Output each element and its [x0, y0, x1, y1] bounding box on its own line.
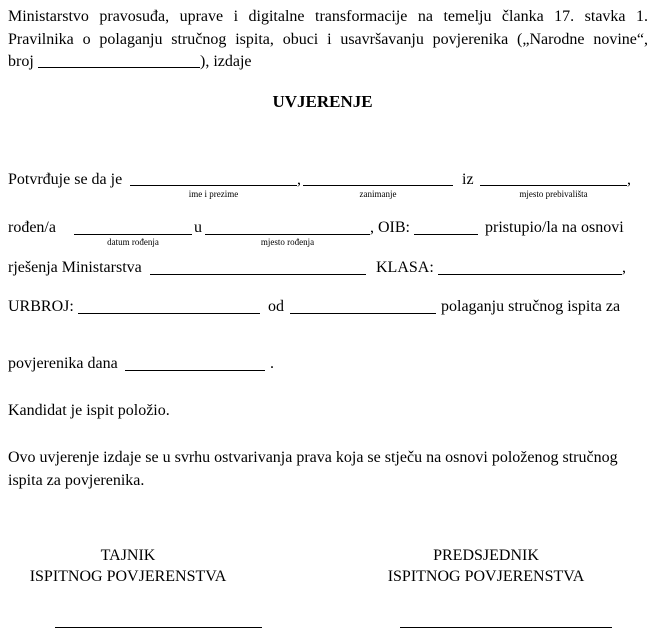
president-signature-block: [376, 545, 596, 587]
oib-label: , OIB:: [370, 219, 410, 236]
broj-label: broj: [8, 53, 34, 70]
comma: ,: [622, 259, 626, 276]
urbroj-label: URBROJ:: [8, 298, 74, 315]
rjesenja-text: rješenja Ministarstva: [8, 259, 142, 276]
potvrduje-text: Potvrđuje se da je: [8, 171, 123, 188]
purpose-line-1: Ovo uvjerenje izdaje se u svrhu ostvarivanja prava koja se stječu na osnovi položenog stručnog: [8, 449, 618, 466]
comma: ,: [297, 171, 301, 188]
birth-place-caption: mjesto rođenja: [260, 237, 315, 247]
klasa-label: KLASA:: [376, 259, 434, 276]
broj-field[interactable]: [38, 67, 200, 68]
residence-caption: mjesto prebivališta: [519, 189, 588, 199]
u-text: u: [194, 219, 202, 236]
passed-statement: Kandidat je ispit položio.: [8, 402, 170, 419]
period: .: [270, 355, 274, 372]
birth-date-field[interactable]: [74, 234, 192, 235]
president-signature-line[interactable]: [400, 627, 612, 628]
oib-field[interactable]: [414, 234, 478, 235]
exam-date-field[interactable]: [125, 370, 265, 371]
od-text: od: [268, 298, 284, 315]
roden-text: rođen/a: [8, 219, 56, 236]
secretary-signature-block: [18, 545, 238, 587]
secretary-role: TAJNIK: [100, 547, 156, 564]
polaganju-text: polaganju stručnog ispita za: [441, 298, 621, 315]
klasa-field[interactable]: [438, 274, 622, 275]
ministry-decision-field[interactable]: [150, 274, 366, 275]
name-caption: ime i prezime: [188, 189, 239, 199]
secretary-signature-line[interactable]: [55, 627, 262, 628]
intro-line-1: Ministarstvo pravosuđa, uprave i digitalne transformacije na temelju članka 17. stavka 1.: [8, 8, 648, 25]
urbroj-field[interactable]: [78, 313, 260, 314]
birth-place-field[interactable]: [205, 234, 370, 235]
izdaje-text: ), izdaje: [200, 53, 252, 70]
pristupio-text: pristupio/la na osnovi: [485, 219, 624, 236]
occupation-field[interactable]: [303, 185, 453, 186]
comma: ,: [627, 171, 631, 188]
document-title: UVJERENJE: [272, 92, 373, 111]
birth-date-caption: datum rođenja: [107, 237, 159, 247]
povjerenika-dana-text: povjerenika dana: [8, 355, 118, 372]
occupation-caption: zanimanje: [359, 189, 397, 199]
residence-field[interactable]: [480, 185, 627, 186]
name-field[interactable]: [130, 185, 297, 186]
president-body: ISPITNOG POVJERENSTVA: [387, 568, 585, 585]
iz-text: iz: [462, 171, 474, 188]
secretary-body: ISPITNOG POVJERENSTVA: [29, 568, 227, 585]
president-role: PREDSJEDNIK: [433, 547, 539, 564]
purpose-line-2: ispita za povjerenika.: [8, 472, 145, 489]
decision-date-field[interactable]: [290, 313, 436, 314]
intro-line-2: Pravilnika o polaganju stručnog ispita, obuci i usavršavanju povjerenika („Narodne novine“,: [8, 31, 648, 48]
